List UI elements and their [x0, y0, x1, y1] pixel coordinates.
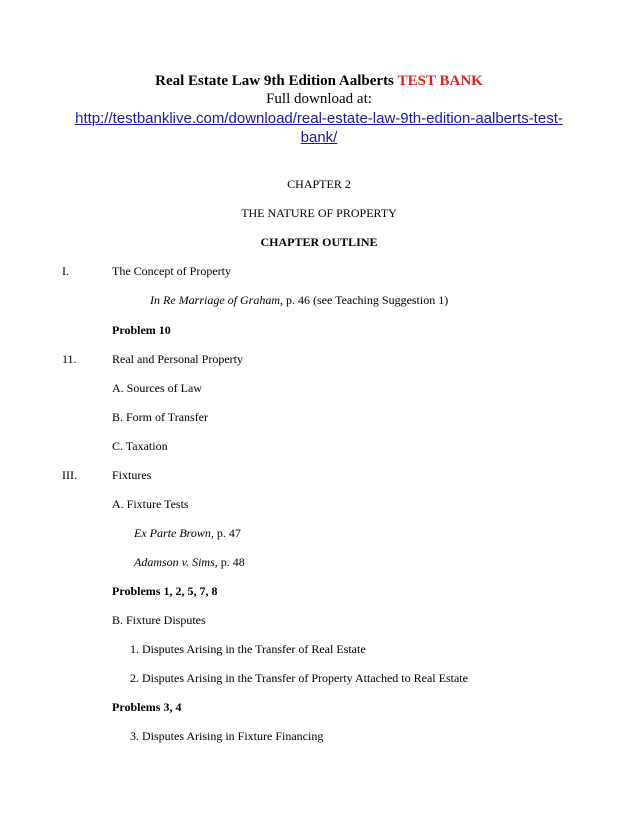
section-3-item-b: B. Fixture Disputes [112, 613, 206, 627]
download-label: Full download at: [266, 91, 372, 107]
download-url-line2[interactable] [0, 128, 638, 148]
section-2-item-b: B. Form of Transfer [112, 410, 209, 424]
case-citation: , p. 46 (see Teaching Suggestion 1) [279, 293, 449, 307]
section-1-number: I. [62, 264, 69, 278]
section-2-item-a: A. Sources of Law [112, 381, 202, 395]
download-link-continued[interactable]: bank/ [300, 129, 338, 146]
section-1-case [150, 293, 448, 308]
chapter-name: THE NATURE OF PROPERTY [241, 206, 397, 220]
section-3-label: Fixtures [112, 468, 152, 482]
section-3-item-b2: 2. Disputes Arising in the Transfer of Property Attached to Real Estate [130, 671, 468, 685]
case-citation: p. 48 [217, 555, 245, 569]
section-2-label: Real and Personal Property [112, 352, 243, 366]
section-3-case-1 [134, 526, 241, 541]
section-3-item-b3: 3. Disputes Arising in Fixture Financing [130, 729, 324, 743]
section-1-problems: Problem 10 [112, 323, 171, 337]
section-2-item-c: C. Taxation [112, 439, 168, 453]
case-name: Adamson v. Sims, [134, 555, 218, 569]
section-3-item-b1: 1. Disputes Arising in the Transfer of Real Estate [130, 642, 366, 656]
outline-heading: CHAPTER OUTLINE [260, 235, 378, 249]
download-link[interactable]: http://testbanklive.com/download/real-estate-law-9th-edition-aalberts-test- [75, 110, 563, 127]
section-3-item-a: A. Fixture Tests [112, 497, 189, 511]
document-title [0, 72, 638, 91]
section-1-label: The Concept of Property [112, 264, 231, 278]
case-citation: p. 47 [213, 526, 241, 540]
title-text: Real Estate Law 9th Edition Aalberts [155, 73, 394, 89]
section-3-case-2 [134, 555, 245, 570]
case-name: Ex Parte Brown, [134, 526, 214, 540]
case-name: In Re Marriage of Graham [150, 293, 280, 307]
download-url-line1[interactable] [0, 109, 638, 129]
section-3-problems-b: Problems 3, 4 [112, 700, 182, 714]
title-accent: TEST BANK [397, 73, 483, 89]
section-3-number: III. [62, 468, 77, 482]
chapter-number: CHAPTER 2 [287, 177, 351, 191]
section-2-number: 11. [62, 352, 77, 366]
section-3-problems-a: Problems 1, 2, 5, 7, 8 [112, 584, 218, 598]
